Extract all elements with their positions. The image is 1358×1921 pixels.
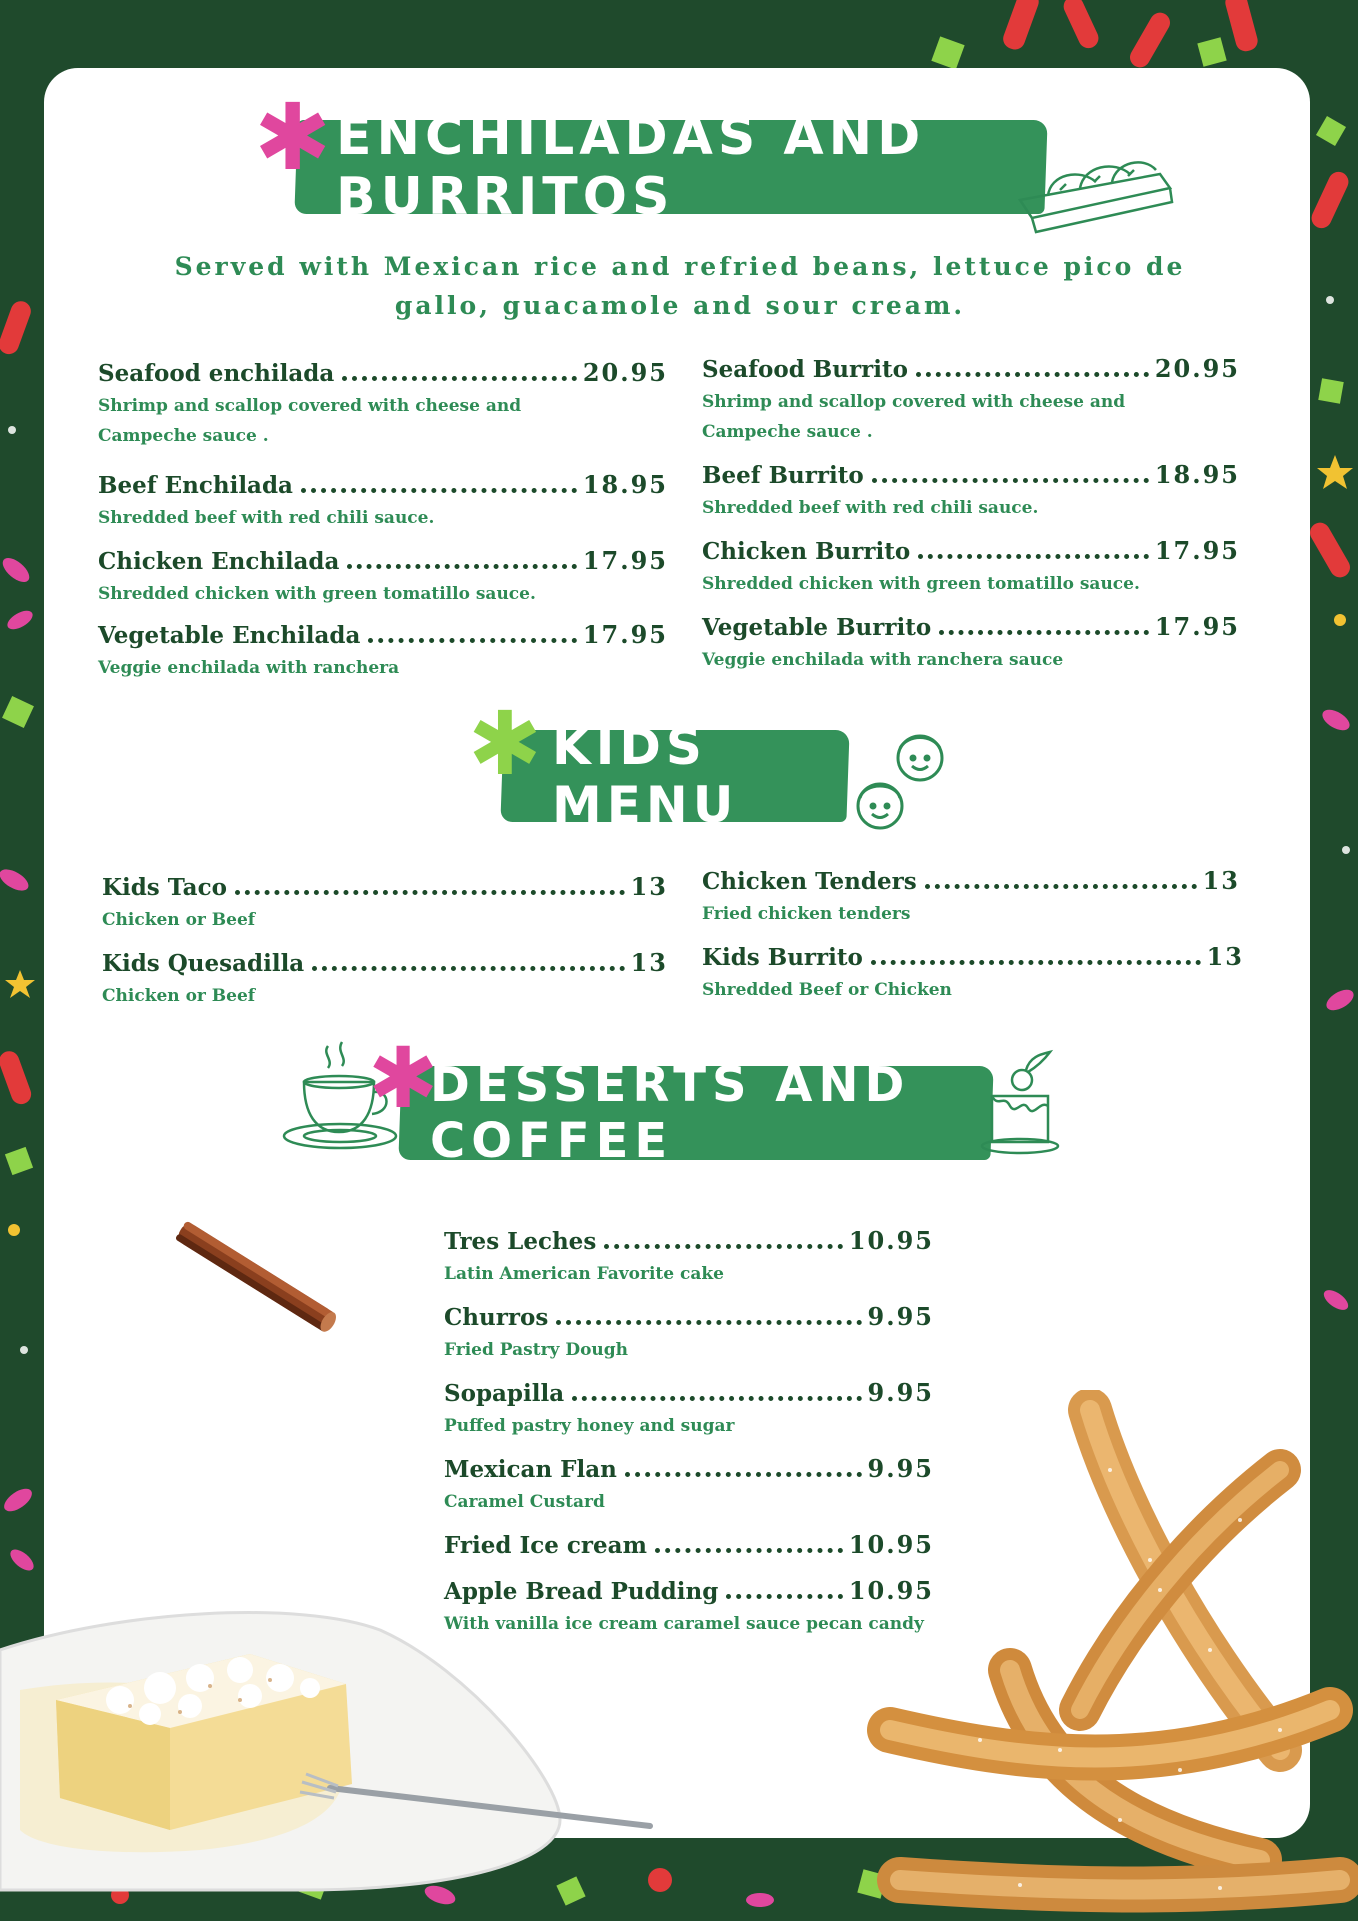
enchiladas-subtitle: Served with Mexican rice and refried beans, lettuce pico de gallo, guacamole and sour cream.	[174, 252, 1186, 320]
kids-faces-icon	[848, 728, 958, 838]
item-name: Apple Bread Pudding	[444, 1578, 719, 1605]
item-price: 13	[1206, 942, 1244, 971]
item-price: 17.95	[582, 620, 668, 649]
item-price: 9.95	[867, 1302, 934, 1331]
item-description: Chicken or Beef	[102, 986, 256, 1006]
item-price: 9.95	[867, 1378, 934, 1407]
item-price: 9.95	[867, 1454, 934, 1483]
item-description: Shrimp and scallop covered with cheese and Campeche sauce .	[702, 392, 1126, 442]
item-name: Kids Taco	[102, 874, 227, 901]
churros-image	[860, 1390, 1358, 1921]
enchilada-tray-icon	[1010, 140, 1180, 236]
item-price: 10.95	[848, 1530, 934, 1559]
list-item	[98, 358, 668, 451]
item-description: With vanilla ice cream caramel sauce pecan candy	[444, 1614, 924, 1634]
item-name: Fried Ice cream	[444, 1532, 647, 1559]
item-price: 10.95	[848, 1576, 934, 1605]
list-item	[444, 1226, 934, 1289]
item-name: Chicken Tenders	[702, 868, 917, 895]
item-description: Fried Pastry Dough	[444, 1340, 629, 1360]
item-description: Shredded beef with red chili sauce.	[98, 508, 435, 528]
item-name: Vegetable Burrito	[702, 614, 932, 641]
item-description: Veggie enchilada with ranchera sauce	[702, 650, 1064, 670]
item-price: 17.95	[582, 546, 668, 575]
item-description: Latin American Favorite cake	[444, 1264, 724, 1284]
item-name: Beef Burrito	[702, 462, 864, 489]
item-description: Shredded beef with red chili sauce.	[702, 498, 1039, 518]
item-name: Kids Burrito	[702, 944, 863, 971]
item-description: Puffed pastry honey and sugar	[444, 1416, 735, 1436]
item-description: Chicken or Beef	[102, 910, 256, 930]
item-name: Seafood enchilada	[98, 360, 335, 387]
item-name: Churros	[444, 1304, 549, 1331]
item-price: 17.95	[1154, 612, 1240, 641]
list-item	[702, 612, 1240, 675]
asterisk-icon: ✱	[254, 84, 332, 191]
list-item	[102, 872, 668, 935]
section-title: KIDS MENU	[552, 718, 739, 834]
item-description: Shredded chicken with green tomatillo sauce.	[98, 584, 536, 604]
item-price: 13	[630, 872, 668, 901]
item-description: Veggie enchilada with ranchera	[98, 658, 400, 678]
item-description: Caramel Custard	[444, 1492, 605, 1512]
item-name: Seafood Burrito	[702, 356, 908, 383]
list-item	[98, 546, 668, 609]
item-price: 10.95	[848, 1226, 934, 1255]
desserts-banner	[398, 1057, 993, 1169]
item-name: Tres Leches	[444, 1228, 597, 1255]
item-price: 17.95	[1154, 536, 1240, 565]
item-price: 13	[1202, 866, 1240, 895]
cinnamon-stick-image	[160, 1210, 350, 1340]
item-description: Shrimp and scallop covered with cheese and Campeche sauce .	[98, 396, 522, 446]
tres-leches-cake-image	[0, 1560, 680, 1900]
item-description: Fried chicken tenders	[702, 904, 911, 924]
section-title: DESSERTS AND COFFEE	[430, 1057, 911, 1169]
item-name: Chicken Burrito	[702, 538, 911, 565]
asterisk-icon: ✱	[368, 1029, 439, 1127]
item-price: 18.95	[1154, 460, 1240, 489]
item-price: 20.95	[1154, 354, 1240, 383]
list-item	[702, 460, 1240, 523]
item-price: 20.95	[582, 358, 668, 387]
list-item	[702, 354, 1240, 447]
list-item	[98, 620, 668, 683]
dessert-cake-icon	[978, 1046, 1062, 1156]
item-description: Shredded Beef or Chicken	[702, 980, 952, 1000]
list-item	[702, 536, 1240, 599]
item-description: Shredded chicken with green tomatillo sauce.	[702, 574, 1140, 594]
item-name: Sopapilla	[444, 1380, 565, 1407]
asterisk-icon: ✱	[468, 692, 542, 795]
item-name: Mexican Flan	[444, 1456, 617, 1483]
item-name: Beef Enchilada	[98, 472, 293, 499]
list-item	[102, 948, 668, 1011]
section-title: ENCHILADAS AND BURRITOS	[336, 107, 926, 227]
item-name: Chicken Enchilada	[98, 548, 340, 575]
list-item	[702, 866, 1240, 929]
list-item	[98, 470, 668, 533]
kids-banner	[500, 718, 849, 834]
enchiladas-banner	[294, 107, 1047, 227]
list-item	[444, 1302, 934, 1365]
item-name: Vegetable Enchilada	[98, 622, 361, 649]
item-price: 13	[630, 948, 668, 977]
item-price: 18.95	[582, 470, 668, 499]
list-item	[702, 942, 1244, 1005]
item-name: Kids Quesadilla	[102, 950, 305, 977]
